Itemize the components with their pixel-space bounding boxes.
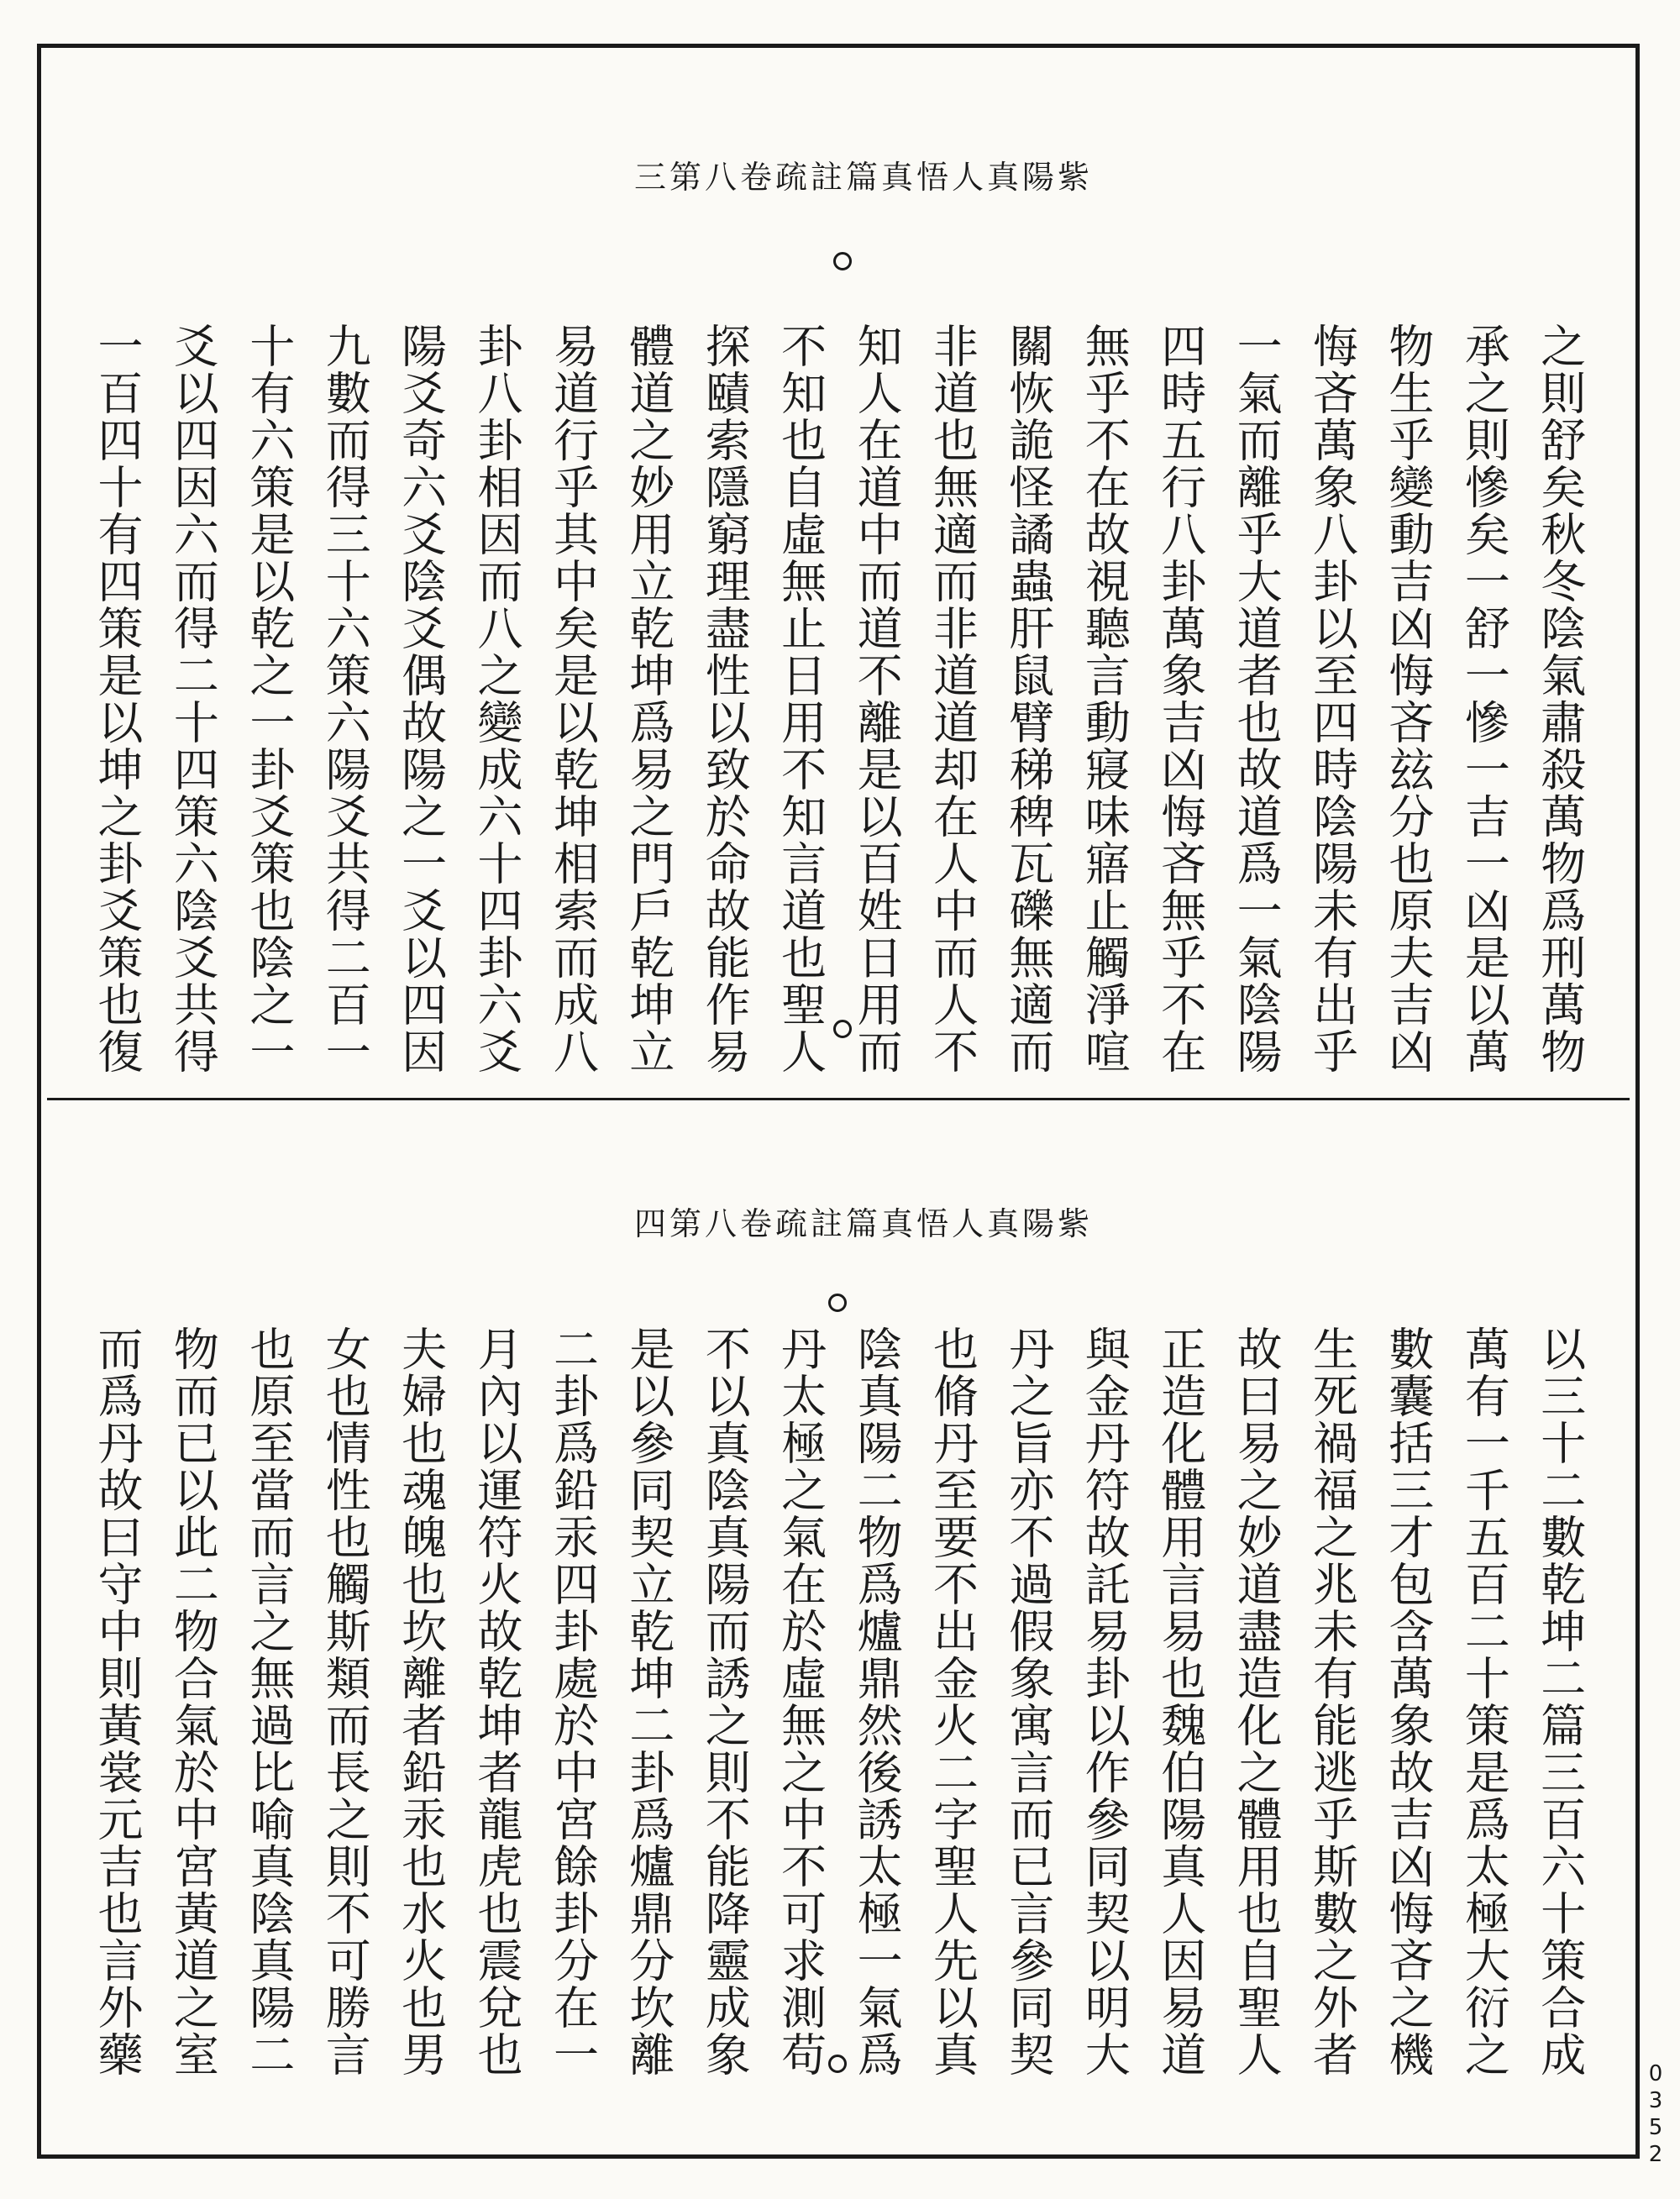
text-column: 數囊括三才包含萬象故吉凶悔吝之機 xyxy=(1381,1325,1435,2078)
text-column: 萬有一千五百二十策是爲太極大衍之 xyxy=(1457,1325,1511,2078)
text-columns xyxy=(81,1325,1596,2128)
text-column: 不以真陰真陽而誘之則不能降靈成象 xyxy=(698,1325,752,2078)
text-column: 易道行乎其中矣是以乾坤相索而成八 xyxy=(546,323,600,1075)
text-column: 以三十二數乾坤二篇三百六十策合成 xyxy=(1533,1325,1587,2078)
text-column: 十有六策是以乾之一卦爻策也陰之一 xyxy=(242,323,296,1075)
header-volume: 卷八第三 xyxy=(633,159,775,196)
header-title: 紫陽真人悟真篇註疏 xyxy=(775,1205,1094,1242)
text-column: 四時五行八卦萬象吉凶悔吝無乎不在 xyxy=(1153,323,1207,1075)
text-column: 之則舒矣秋冬陰氣肅殺萬物爲刑萬物 xyxy=(1533,323,1587,1075)
text-column: 關恢詭怪譎蟲肝鼠臂稊稗瓦礫無適而 xyxy=(1001,323,1055,1075)
text-column: 是以參同契立乾坤二卦爲爐鼎分坎離 xyxy=(622,1325,675,2078)
text-column: 丹之旨亦不過假象寓言而已言參同契 xyxy=(1001,1325,1055,2078)
text-column: 生死禍福之兆未有能逃乎斯數之外者 xyxy=(1305,1325,1359,2078)
text-column: 非道也無適而非道道却在人中而人不 xyxy=(926,323,979,1075)
circle-mark xyxy=(833,252,852,270)
header-title: 紫陽真人悟真篇註疏 xyxy=(775,159,1094,196)
text-column: 陰真陽二物爲爐鼎然後誘太極一氣爲 xyxy=(850,1325,904,2078)
page-header xyxy=(198,1198,1478,1244)
text-column: 爻以四因六而得二十四策六陰爻共得 xyxy=(166,323,220,1075)
text-column: 體道之妙用立乾坤爲易之門戶乾坤立 xyxy=(622,323,675,1075)
text-column: 承之則慘矣一舒一慘一吉一凶是以萬 xyxy=(1457,323,1511,1075)
text-column: 九數而得三十六策六陽爻共得二百一 xyxy=(318,323,372,1075)
text-column: 女也情性也觸斯類而長之則不可勝言 xyxy=(318,1325,372,2078)
text-column: 卦八卦相因而八之變成六十四卦六爻 xyxy=(470,323,524,1075)
text-column: 丹太極之氣在於虛無之中不可求測苟 xyxy=(774,1325,827,2078)
text-column: 探賾索隱窮理盡性以致於命故能作易 xyxy=(698,323,752,1075)
text-column: 物而已以此二物合氣於中宮黃道之室 xyxy=(166,1325,220,2078)
text-column: 夫婦也魂魄也坎離者鉛汞也水火也男 xyxy=(394,1325,448,2078)
header-volume: 卷八第四 xyxy=(633,1205,775,1242)
text-column: 而爲丹故曰守中則黃裳元吉也言外藥 xyxy=(91,1325,144,2078)
text-column: 物生乎變動吉凶悔吝玆分也原夫吉凶 xyxy=(1381,323,1435,1075)
page-number: 0352 xyxy=(1643,2061,1668,2169)
text-column: 一氣而離乎大道者也故道爲一氣陰陽 xyxy=(1230,323,1284,1075)
text-column: 也原至當而言之無過比喻真陰真陽二 xyxy=(242,1325,296,2078)
text-column: 知人在道中而道不離是以百姓日用而 xyxy=(850,323,904,1075)
circle-mark xyxy=(828,1294,847,1312)
text-column: 不知也自虛無止日用不知言道也聖人 xyxy=(774,323,827,1075)
text-columns xyxy=(81,323,1596,1078)
page-top xyxy=(47,54,1630,1100)
text-column: 正造化體用言易也魏伯陽真人因易道 xyxy=(1153,1325,1207,2078)
text-column: 悔吝萬象八卦以至四時陰陽未有出乎 xyxy=(1305,323,1359,1075)
page-header xyxy=(198,151,1478,197)
text-column: 故曰易之妙道盡造化之體用也自聖人 xyxy=(1230,1325,1284,2078)
text-column: 月內以運符火故乾坤者龍虎也震兌也 xyxy=(470,1325,524,2078)
text-column: 陽爻奇六爻陰爻偶故陽之一爻以四因 xyxy=(394,323,448,1075)
page-bottom xyxy=(47,1107,1630,2149)
text-column: 一百四十有四策是以坤之卦爻策也復 xyxy=(91,323,144,1075)
text-column: 二卦爲鉛汞四卦處於中宮餘卦分在一 xyxy=(546,1325,600,2078)
text-column: 與金丹符故託易卦以作參同契以明大 xyxy=(1078,1325,1131,2078)
text-column: 無乎不在故視聽言動寢味寤止觸淨喧 xyxy=(1078,323,1131,1075)
text-column: 也脩丹至要不出金火二字聖人先以真 xyxy=(926,1325,979,2078)
